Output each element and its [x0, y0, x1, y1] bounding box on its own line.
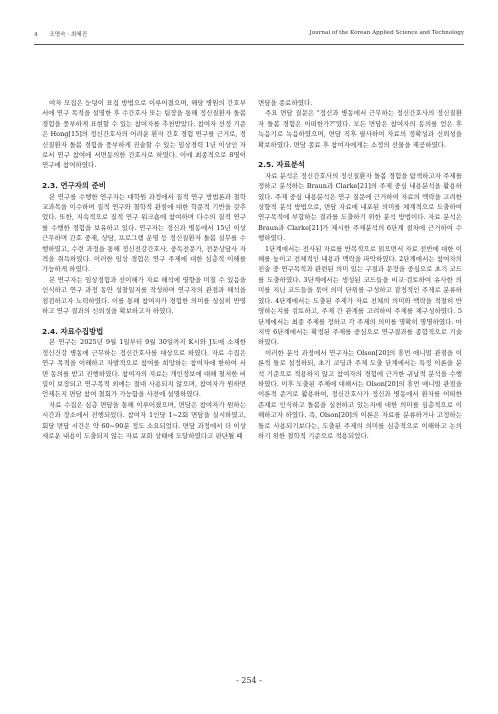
paragraph: 본 연구자는 임상경험과 선이해가 자료 해석에 영향을 미칠 수 있음을 인식하고 연구 과정 동안 성찰일지를 작성하며 연구자의 관점과 해석을 점검하고자 노력하였다. 이를 통해 참여자가 경험한 의미를 성실히 반영하고 연구 결과의 신뢰성을 확보하고자 하였다. [42, 275, 246, 316]
page-footer: - 254 - [236, 676, 262, 685]
section-heading-2-5: 2.5. 자료분석 [258, 160, 306, 170]
paragraph: 본 연구는 2025년 9월 1일부터 9월 30일까지 K시와 J도에 소재한 정신건강 병동에 근무하는 정신간호사를 대상으로 하였다. 자료 수집은 연구 목적을 이해하고 자발적으로 참여를 희망하는 참여자에 한하여 서면 동의를 받고 진행하였다. 참여자의 자료는 개인정보에 대해 철저한 비밀이 보장되고 연구목적 외에는 절대 사용되지 않으며, 참여자가 원하면 언제든지 면담 참여 철회가 가능함을 사전에 설명하였다. [42, 338, 246, 399]
paragraph: 자료 분석은 정신간호사의 정신질환자 돌봄 경험을 탐색하고자 주제를 정하고 분석하는 Braun과 Clarke[21]의 주제 중심 내용분석을 활용하였다. 주제 중심 내용분석은 연구 질문에 근거하여 자료의 맥락을 고려한 상향적 분석 방법으로, 면담 자료에 내포된 의미를 체계적으로 도출하여 연구목적에 부합하는 결과를 도출하기 위한 분석 방법이다. 자료 분석은 Braun과 Clarke[21]가 제시한 주제분석의 6단계 절차에 근거하여 수행하였다. [258, 171, 462, 243]
section-heading-2-4: 2.4. 자료수집방법 [42, 326, 104, 336]
paragraph: 여자 모집은 눈덩이 표집 방법으로 이루어졌으며, 해당 병원의 간호부서에 연구 목적을 설명한 후 수간호사 또는 팀장을 통해 정신질환자 돌봄 경험을 풍부하게 표현할 수 있는 참여자를 추천받았다. 참여자 선정 기준은 Hong[15]의 정신간호사의 어려운 환자 간호 경험 연구를 근거로, 정신질환자 돌봄 경험을 풍부하게 진술할 수 있는 임상경력 1년 이상인 자로서 연구 참여에 서면동의한 간호사로 하였다. 이에 최종적으로 8명이 연구에 참여하였다. [42, 99, 246, 170]
left-column [42, 98, 246, 441]
header-left [34, 30, 87, 38]
paragraph: 면담을 종료하였다. [258, 99, 313, 107]
running-header [34, 30, 464, 42]
authors: 조명숙 · 최혜진 [49, 32, 88, 38]
header-rule [34, 44, 464, 45]
paragraph: 이러한 분석 과정에서 연구자는 Olson[20]의 휴먼 애니멀 관점을 이론적 틀로 설정하되, 초기 코딩과 주제 도출 단계에서는 특정 이론을 분석 기준으로 적용하지 않고 참여자의 경험에 근거한 귀납적 분석을 수행하였다. 이후 도출된 주제에 대해서는 Olson[20]의 휴먼 애니멀 관점을 이론적 준거로 활용하여, 정신간호사가 정신과 병동에서 환자를 어떠한 존재로 인식하고 돌봄을 실천하고 있는지에 대한 의미를 심층적으로 이해하고자 하였다. 즉, Olson[20]의 이론은 자료를 분류하거나 고정하는 틀로 사용되기보다는, 도출된 주제의 의미를 심층적으로 이해하고 논의하기 위한 철학적 기준으로 적용되었다. [258, 348, 462, 440]
paragraph: 주요 면담 질문은 "정신과 병동에서 근무하는 정신간호사의 정신질환자 돌봄 경험은 어떠한가?"였다. 모든 면담은 참여자의 동의를 얻은 후 녹음기로 녹음하였으며, 면담 직후 필사하여 자료의 정확성과 신뢰성을 확보하였다. 면담 종료 후 참여자에게는 소정의 선물을 제공하였다. [258, 109, 462, 149]
paragraph: 본 연구를 수행한 연구자는 대학원 과정에서 질적 연구 방법론과 철학 교과목을 이수하며 질적 연구와 철학적 관점에 대한 학문적 기반을 갖추었다. 또한, 지속적으로 질적 연구 워크숍에 참여하며 다수의 질적 연구를 수행한 경험을 보유하고 있다. 연구자는 정신과 병동에서 15년 이상 근무하며 간호 중재, 상담, 프로그램 운영 등 정신질환자 돌봄 실무를 수행하였고, 수련 과정을 통해 정신전강간호사, 중독전문가, 전문상담사 자격을 취득하였다. 이러한 임상 경험은 연구 주제에 대한 심층적 이해를 가능하게 하였다. [42, 192, 246, 274]
section-heading-2-3: 2.3. 연구자의 준비 [42, 181, 106, 191]
right-column [258, 98, 462, 441]
page-number: 4 [34, 32, 38, 38]
paragraph: 1단계에서는 전사된 자료를 반복적으로 읽으면서 자료 전반에 대한 이해를 높이고 전체적인 내용과 맥락을 파악하였다. 2단계에서는 참여자의 진술 중 연구목적과 관련된 의미 있는 구절과 문장을 중심으로 초기 코드를 도출하였다. 3단계에서는 생성된 코드들을 비교·검토하여 유사한 의미를 지닌 코드들을 묶어 의미 단위를 구성하고 잠정적인 주제로 분류하였다. 4단계에서는 도출된 주제가 자료 전체의 의미와 맥락을 적절히 반영하는지를 검토하고, 주제 간 관계를 고려하여 주제를 재구성하였다. 5단계에서는 최종 주제를 정하고 각 주제의 의미를 명확히 명명하였다. 마지막 6단계에서는 확정된 주제를 중심으로 연구결과를 종합적으로 기술하였다. [258, 244, 462, 347]
journal-title: Journal of the Korean Applied Science and Technology [309, 30, 464, 36]
paragraph: 자료 수집은 심층 면담을 통해 이루어졌으며, 면담은 참여자가 원하는 시간과 장소에서 진행되었다. 참여자 1인당 1~2회 면담을 실시하였고, 회당 면담 시간은 약 60~90분 정도 소요되었다. 면담 과정에서 더 이상 새로운 내용이 도출되지 않는 자료 포화 상태에 도달하였다고 판단될 때 [42, 400, 246, 440]
